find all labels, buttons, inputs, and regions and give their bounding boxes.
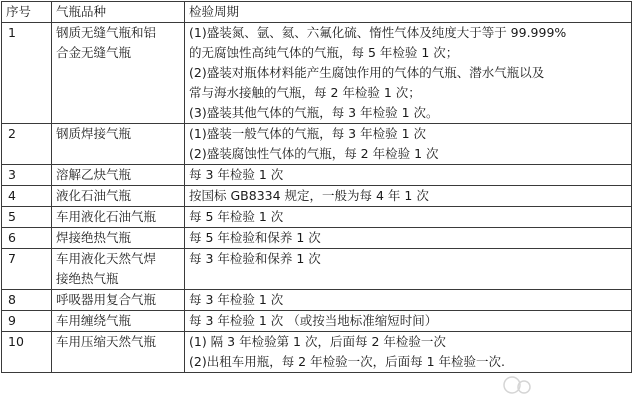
row-cylinder-type — [52, 165, 185, 186]
row-serial-number: 3 — [2, 165, 52, 186]
cylinder-type-line: 溶解乙炔气瓶 — [56, 167, 132, 182]
row-inspection-period — [185, 228, 632, 249]
inspection-period-line: 按国标 GB8334 规定，一般为每 4 年 1 次 — [189, 188, 429, 203]
inspection-period-line: (1)盛装氮、氩、氦、六氟化硫、惰性气体及纯度大于等于 99.999% — [189, 25, 567, 40]
row-cylinder-type — [52, 186, 185, 207]
table-row — [2, 23, 632, 124]
row-serial-number: 5 — [2, 207, 52, 228]
row-cylinder-type — [52, 207, 185, 228]
row-inspection-period — [185, 23, 632, 124]
header-serial-number: 序号 — [2, 2, 52, 23]
row-inspection-period — [185, 332, 632, 373]
inspection-period-line: (2)盛装对瓶体材料能产生腐蚀作用的气体的气瓶、潜水气瓶以及 — [189, 65, 545, 80]
row-cylinder-type — [52, 311, 185, 332]
inspection-period-line: 每 5 年检验和保养 1 次 — [189, 230, 321, 245]
header-inspection-period: 检验周期 — [185, 2, 632, 23]
table-row — [2, 228, 632, 249]
row-serial-number: 4 — [2, 186, 52, 207]
row-serial-number: 9 — [2, 311, 52, 332]
table-row — [2, 249, 632, 290]
cylinder-type-line: 车用液化天然气焊 — [56, 251, 157, 266]
inspection-period-line: (3)盛装其他气体的气瓶，每 3 年检验 1 次。 — [189, 105, 439, 120]
cylinder-type-line: 接绝热气瓶 — [56, 271, 119, 286]
row-inspection-period — [185, 124, 632, 165]
inspection-period-line: 每 3 年检验 1 次 （或按当地标准缩短时间） — [189, 313, 438, 328]
row-serial-number: 1 — [2, 23, 52, 124]
row-inspection-period — [185, 249, 632, 290]
table-row — [2, 311, 632, 332]
row-cylinder-type — [52, 124, 185, 165]
table-row — [2, 332, 632, 373]
cylinder-type-line: 合金无缝气瓶 — [56, 45, 132, 60]
watermark-icon — [500, 373, 540, 397]
table-row — [2, 207, 632, 228]
cylinder-type-line: 车用压缩天然气瓶 — [56, 334, 157, 349]
table-row — [2, 290, 632, 311]
inspection-period-line: (2)盛装腐蚀性气体的气瓶，每 2 年检验 1 次 — [189, 146, 439, 161]
row-inspection-period — [185, 186, 632, 207]
row-cylinder-type — [52, 228, 185, 249]
cylinder-type-line: 焊接绝热气瓶 — [56, 230, 132, 245]
row-serial-number: 2 — [2, 124, 52, 165]
inspection-period-line: 每 3 年检验 1 次 — [189, 167, 284, 182]
cylinder-type-line: 钢质无缝气瓶和铝 — [56, 25, 157, 40]
row-inspection-period — [185, 290, 632, 311]
table-row — [2, 186, 632, 207]
cylinder-type-line: 车用液化石油气瓶 — [56, 209, 157, 224]
row-inspection-period — [185, 165, 632, 186]
row-inspection-period — [185, 207, 632, 228]
inspection-period-line: (2)出租车用瓶，每 2 年检验一次，后面每 1 年检验一次. — [189, 354, 505, 369]
inspection-period-line: 每 3 年检验和保养 1 次 — [189, 251, 321, 266]
row-serial-number: 7 — [2, 249, 52, 290]
cylinder-type-line: 呼吸器用复合气瓶 — [56, 292, 157, 307]
row-serial-number: 10 — [2, 332, 52, 373]
inspection-period-line: 每 5 年检验 1 次 — [189, 209, 284, 224]
row-cylinder-type — [52, 290, 185, 311]
row-cylinder-type — [52, 249, 185, 290]
row-serial-number: 6 — [2, 228, 52, 249]
header-cylinder-type: 气瓶品种 — [52, 2, 185, 23]
table-row — [2, 165, 632, 186]
table-header-row — [2, 2, 632, 23]
table-row — [2, 124, 632, 165]
inspection-period-line: 每 3 年检验 1 次 — [189, 292, 284, 307]
row-inspection-period — [185, 311, 632, 332]
inspection-period-line: (1)盛装一般气体的气瓶，每 3 年检验 1 次 — [189, 126, 427, 141]
cylinder-type-line: 液化石油气瓶 — [56, 188, 132, 203]
row-cylinder-type — [52, 332, 185, 373]
row-cylinder-type — [52, 23, 185, 124]
cylinder-type-line: 车用缠绕气瓶 — [56, 313, 132, 328]
row-serial-number: 8 — [2, 290, 52, 311]
inspection-period-line: 常与海水接触的气瓶，每 2 年检验 1 次； — [189, 85, 421, 100]
cylinder-type-line: 钢质焊接气瓶 — [56, 126, 132, 141]
inspection-period-line: 的无腐蚀性高纯气体的气瓶，每 5 年检验 1 次； — [189, 45, 459, 60]
inspection-period-line: (1) 隔 3 年检验第 1 次，后面每 2 年检验一次 — [189, 334, 446, 349]
inspection-cycle-table — [1, 1, 632, 373]
